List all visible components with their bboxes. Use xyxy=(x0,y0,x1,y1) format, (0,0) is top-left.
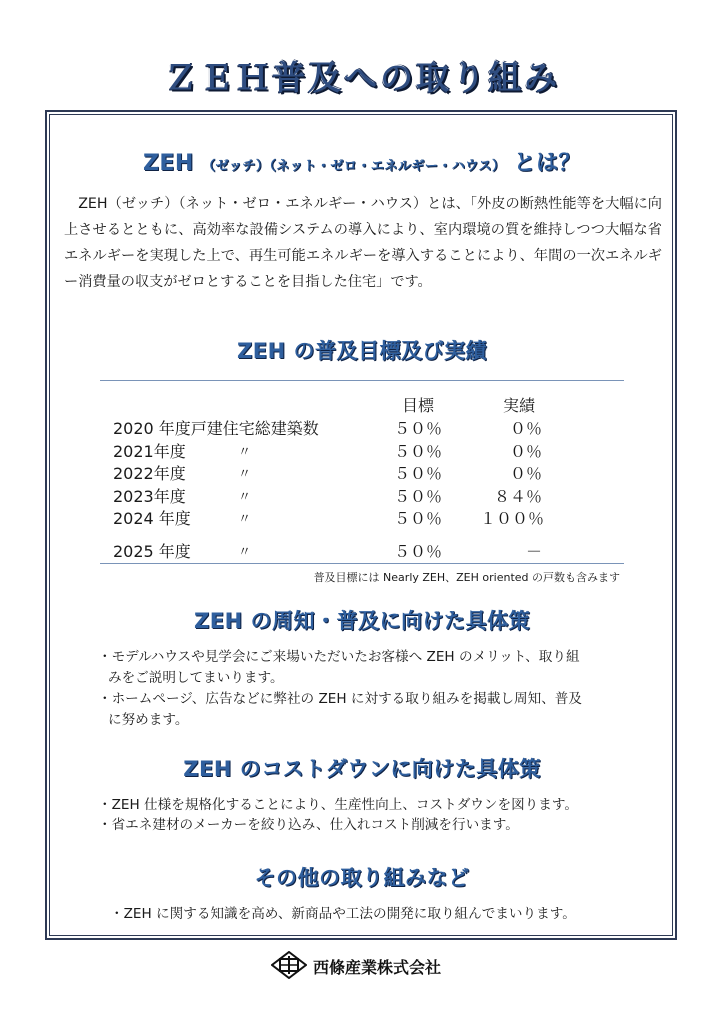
table-header-row xyxy=(0,393,724,415)
section-title-awareness: ZEH の周知・普及に向けた具体策 xyxy=(194,609,530,633)
header-target: 目標 xyxy=(402,396,435,415)
row-ditto-mark: 〃 xyxy=(238,467,252,482)
list-item-line: ・ホームページ、広告などに弊社の ZEH に対する取り組みを掲載し周知、普及 xyxy=(98,691,582,707)
table-row xyxy=(0,506,724,528)
row-target: ５０％ xyxy=(393,542,442,561)
row-label: 2021年度 xyxy=(113,442,186,461)
row-label: 2024 年度 xyxy=(113,509,191,528)
section-title-cost-down: ZEH のコストダウンに向けた具体策 xyxy=(183,757,541,781)
section-title-other: その他の取り組みなど xyxy=(254,866,470,890)
row-actual: － xyxy=(525,542,542,561)
row-target: ５０％ xyxy=(393,419,442,438)
list-item-line: ・モデルハウスや見学会にご来場いただいたお客様へ ZEH のメリット、取り組 xyxy=(98,649,580,665)
section-title-reading: （ゼッチ）（ネット・ゼロ・エネルギー・ハウス） xyxy=(202,159,506,174)
list-item-continuation: みをご説明してまいります。 xyxy=(108,670,284,686)
table-row xyxy=(0,484,724,506)
section-title-zeh: ZEH xyxy=(142,151,194,176)
table-row xyxy=(0,461,724,483)
row-label: 2025 年度 xyxy=(113,542,191,561)
row-actual: ０％ xyxy=(509,464,542,483)
list-item: ・省エネ建材のメーカーを絞り込み、仕入れコスト削減を行います。 xyxy=(98,817,519,833)
row-ditto-mark: 〃 xyxy=(238,545,252,560)
zeh-definition-paragraph: ZEH（ゼッチ）（ネット・ゼロ・エネルギー・ハウス）とは、「外皮の断熱性能等を大幅に向上させるとともに、高効率な設備システムの導入により、室内環境の質を維持しつつ大幅な省エネルギーを実現した上で、再生可能エネルギーを導入することにより、年間の一次エネルギー消費量の収支がゼロとすることを目指した住宅」です。 xyxy=(64,196,662,290)
company-logo-icon xyxy=(271,951,307,979)
row-label: 2020 年度戸建住宅総建築数 xyxy=(113,419,319,438)
row-ditto-mark: 〃 xyxy=(238,445,252,460)
row-target: ５０％ xyxy=(393,442,442,461)
row-ditto-mark: 〃 xyxy=(238,490,252,505)
section-title-targets: ZEH の普及目標及び実績 xyxy=(237,339,487,363)
row-target: ５０％ xyxy=(393,464,442,483)
header-actual: 実績 xyxy=(503,396,536,415)
row-target: ５０％ xyxy=(393,487,442,506)
list-item: ・ZEH に関する知識を高め、新商品や工法の開発に取り組んでまいります。 xyxy=(110,906,576,922)
row-actual: １００％ xyxy=(480,509,545,528)
table-bottom-divider xyxy=(100,563,624,564)
list-item xyxy=(98,689,638,731)
list-item-continuation: に努めます。 xyxy=(108,712,189,728)
list-item: ・ZEH 仕様を規格化することにより、生産性向上、コストダウンを図ります。 xyxy=(98,797,578,813)
row-label: 2022年度 xyxy=(113,464,186,483)
row-label: 2023年度 xyxy=(113,487,186,506)
row-actual: ８４％ xyxy=(493,487,542,506)
page-title: ＺＥＨ普及への取り組み xyxy=(164,58,560,97)
row-target: ５０％ xyxy=(393,509,442,528)
row-actual: ０％ xyxy=(509,419,542,438)
table-top-divider xyxy=(100,380,624,381)
company-name: 西條産業株式会社 xyxy=(313,958,442,977)
table-row xyxy=(0,416,724,438)
row-actual: ０％ xyxy=(509,442,542,461)
list-item xyxy=(98,647,638,689)
table-row xyxy=(0,539,724,561)
section-title-what-is-zeh xyxy=(0,146,724,177)
footer xyxy=(0,951,724,981)
section-title-suffix: とは？ xyxy=(513,151,582,176)
table-row xyxy=(0,439,724,461)
target-footnote: 普及目標には Nearly ZEH、ZEH oriented の戸数も含みます xyxy=(313,571,620,584)
row-ditto-mark: 〃 xyxy=(238,512,252,527)
